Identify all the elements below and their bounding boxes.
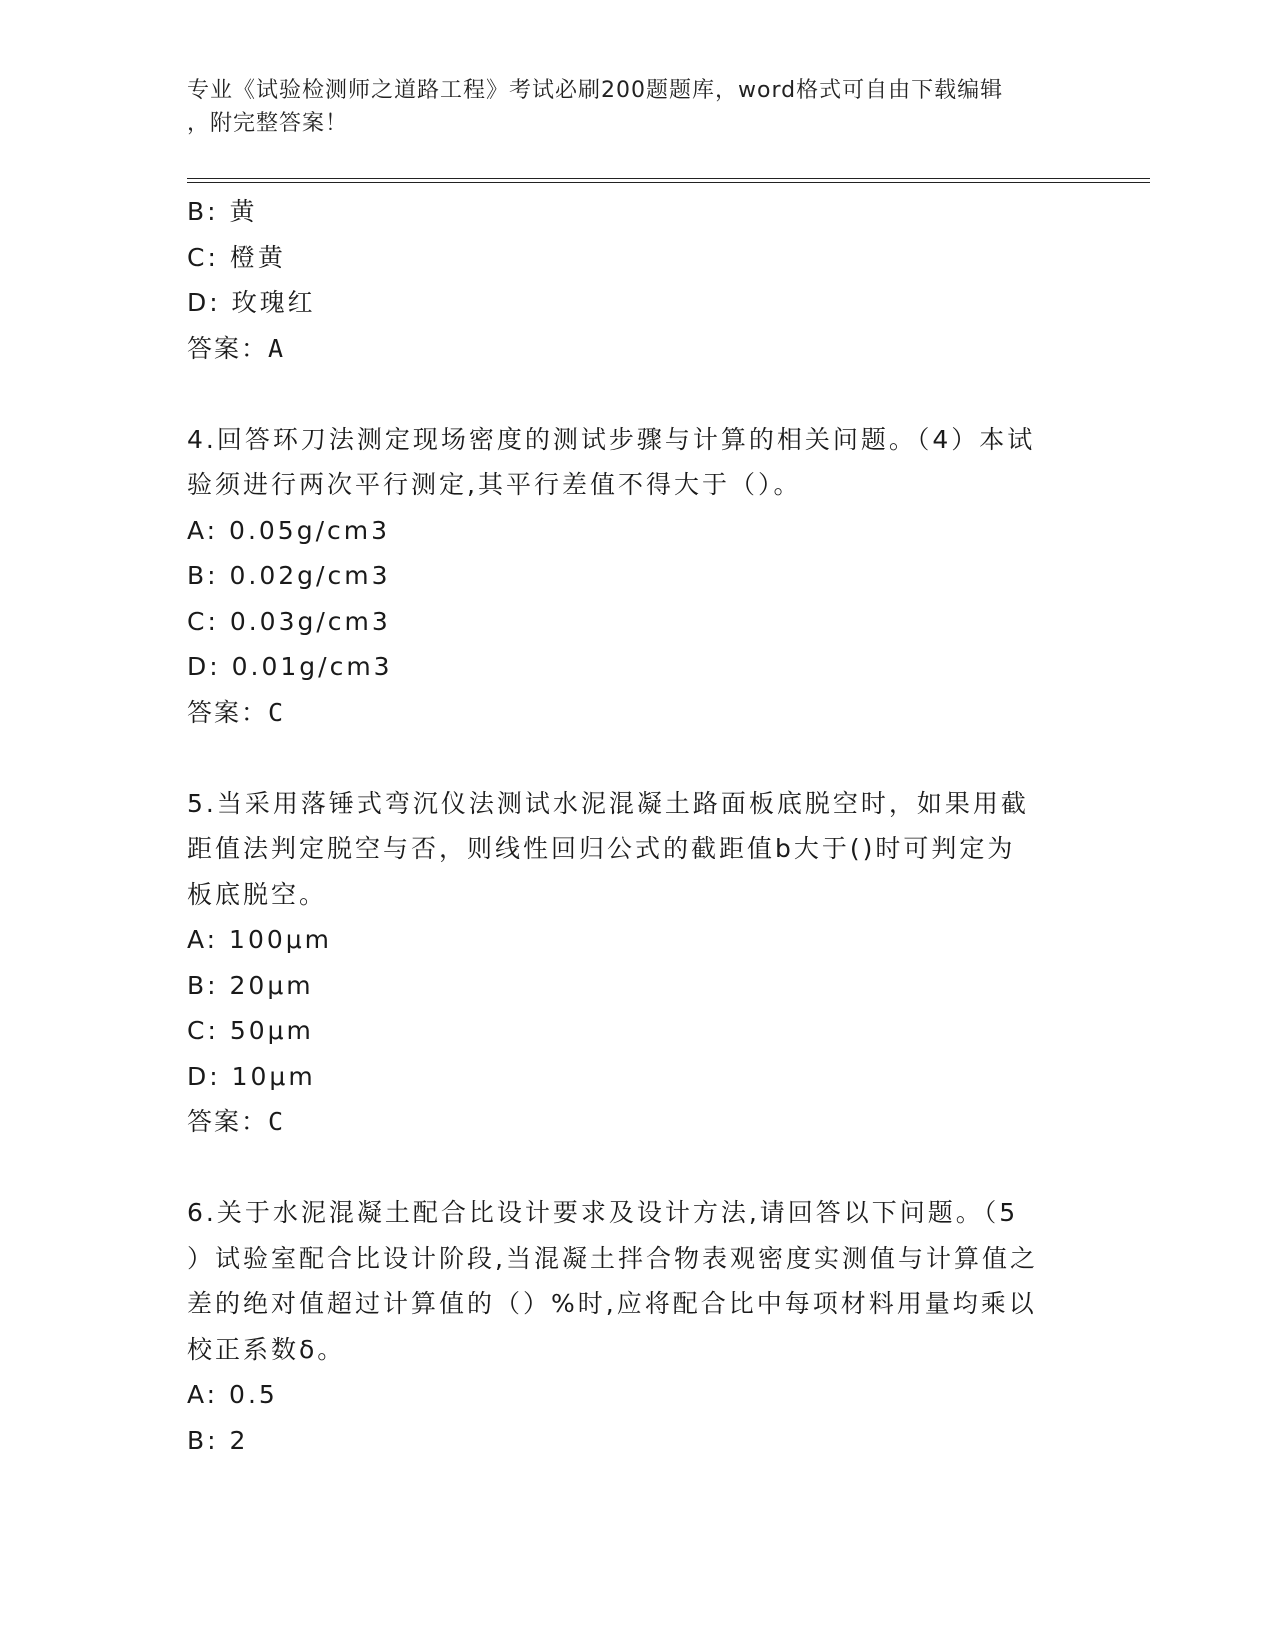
question-block-6 xyxy=(187,1190,1087,1463)
question-text: 验须进行两次平行测定,其平行差值不得大于（）。 xyxy=(187,470,802,499)
option-c: C: 50μm xyxy=(187,1016,314,1045)
option-c: C: 橙黄 xyxy=(187,242,286,272)
option-b: B: 2 xyxy=(187,1425,249,1455)
option-a: A: 0.5 xyxy=(187,1380,278,1409)
header-divider xyxy=(187,178,1150,183)
question-text: 差的绝对值超过计算值的（）%时,应将配合比中每项材料用量均乘以 xyxy=(187,1289,1037,1318)
question-text: 板底脱空。 xyxy=(187,879,328,909)
option-a: A: 0.05g/cm3 xyxy=(187,515,390,545)
header-line-1: 专业《试验检测师之道路工程》考试必刷200题题库，word格式可自由下载编辑 xyxy=(187,78,1004,103)
option-b: B: 0.02g/cm3 xyxy=(187,561,391,590)
option-d: D: 玫瑰红 xyxy=(187,288,316,317)
page-header xyxy=(187,74,1067,140)
question-block-3 xyxy=(187,189,1087,371)
option-d: D: 10μm xyxy=(187,1061,316,1091)
question-gap xyxy=(187,371,1087,417)
question-text: 4.回答环刀法测定现场密度的测试步骤与计算的相关问题。（4）本试 xyxy=(187,424,1036,454)
question-text: 6.关于水泥混凝土配合比设计要求及设计方法,请回答以下问题。（5 xyxy=(187,1198,1019,1227)
option-c: C: 0.03g/cm3 xyxy=(187,606,391,636)
option-b: B: 20μm xyxy=(187,970,314,1000)
question-text: 距值法判定脱空与否，则线性回归公式的截距值b大于()时可判定为 xyxy=(187,834,1016,863)
question-gap xyxy=(187,1145,1087,1191)
question-list xyxy=(187,189,1087,1463)
question-block-5 xyxy=(187,781,1087,1145)
question-block-4 xyxy=(187,417,1087,736)
question-text: 校正系数δ。 xyxy=(187,1334,346,1364)
answer-line: 答案：A xyxy=(187,333,286,363)
question-text: ）试验室配合比设计阶段,当混凝土拌合物表观密度实测值与计算值之 xyxy=(187,1243,1038,1273)
answer-line: 答案：C xyxy=(187,1107,286,1136)
question-text: 5.当采用落锤式弯沉仪法测试水泥混凝土路面板底脱空时，如果用截 xyxy=(187,788,1029,818)
option-d: D: 0.01g/cm3 xyxy=(187,652,393,681)
answer-line: 答案：C xyxy=(187,697,286,727)
option-a: A: 100μm xyxy=(187,925,333,954)
header-line-2: ，附完整答案！ xyxy=(187,111,349,136)
option-b: B: 黄 xyxy=(187,197,258,226)
question-gap xyxy=(187,735,1087,781)
